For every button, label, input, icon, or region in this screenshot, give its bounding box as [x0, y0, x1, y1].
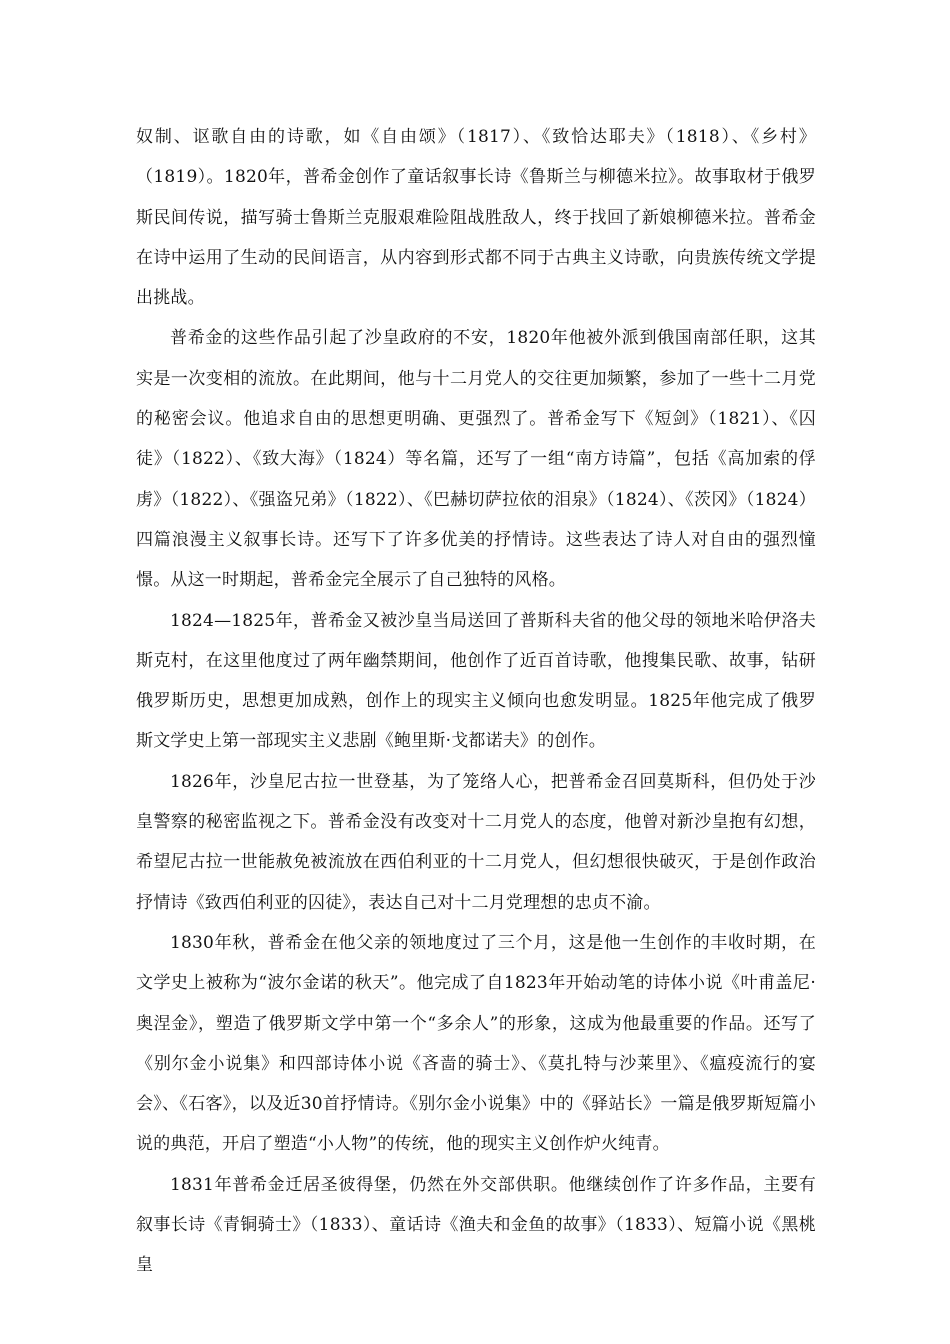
- paragraph-5: 1830年秋，普希金在他父亲的领地度过了三个月，这是他一生创作的丰收时期，在文学史上被称为“波尔金诺的秋天”。他完成了自1823年开始动笔的诗体小说《叶甫盖尼·奥涅金》，塑造了俄罗斯文学中第一个“多余人”的形象，这成为他最重要的作品。还写了《别尔金小说集》和四部诗体小说《吝啬的骑士》、《莫扎特与沙莱里》、《瘟疫流行的宴会》、《石客》，以及近30首抒情诗。《别尔金小说集》中的《驿站长》一篇是俄罗斯短篇小说的典范，开启了塑造“小人物”的传统，他的现实主义创作炉火纯青。: [136, 932, 816, 1155]
- paragraph-6: 1831年普希金迁居圣彼得堡，仍然在外交部供职。他继续创作了许多作品，主要有叙事长诗《青铜骑士》（1833）、童话诗《渔夫和金鱼的故事》（1833）、短篇小说《黑桃皇: [136, 1174, 816, 1276]
- paragraph-4: 1826年，沙皇尼古拉一世登基，为了笼络人心，把普希金召回莫斯科，但仍处于沙皇警察的秘密监视之下。普希金没有改变对十二月党人的态度，他曾对新沙皇抱有幻想，希望尼古拉一世能赦免被流放在西伯利亚的十二月党人，但幻想很快破灭，于是创作政治抒情诗《致西伯利亚的囚徒》，表达自己对十二月党理想的忠贞不渝。: [136, 771, 816, 913]
- document-body: [136, 117, 816, 1286]
- paragraph-1: 奴制、讴歌自由的诗歌，如《自由颂》（1817）、《致恰达耶夫》（1818）、《乡村》（1819）。1820年，普希金创作了童话叙事长诗《鲁斯兰与柳德米拉》。故事取材于俄罗斯民间传说，描写骑士鲁斯兰克服艰难险阻战胜敌人，终于找回了新娘柳德米拉。普希金在诗中运用了生动的民间语言，从内容到形式都不同于古典主义诗歌，向贵族传统文学提出挑战。: [136, 127, 816, 309]
- paragraph-2: 普希金的这些作品引起了沙皇政府的不安，1820年他被外派到俄国南部任职，这其实是一次变相的流放。在此期间，他与十二月党人的交往更加频繁，参加了一些十二月党的秘密会议。他追求自由的思想更明确、更强烈了。普希金写下《短剑》（1821）、《囚徒》（1822）、《致大海》（1824）等名篇，还写了一组“南方诗篇”，包括《高加索的俘虏》（1822）、《强盗兄弟》（1822）、《巴赫切萨拉依的泪泉》（1824）、《茨冈》（1824）四篇浪漫主义叙事长诗。还写下了许多优美的抒情诗。这些表达了诗人对自由的强烈憧憬。从这一时期起，普希金完全展示了自己独特的风格。: [136, 328, 816, 591]
- paragraph-3: 1824—1825年，普希金又被沙皇当局送回了普斯科夫省的他父母的领地米哈伊洛夫斯克村，在这里他度过了两年幽禁期间，他创作了近百首诗歌，他搜集民歌、故事，钻研俄罗斯历史，思想更加成熟，创作上的现实主义倾向也愈发明显。1825年他完成了俄罗斯文学史上第一部现实主义悲剧《鲍里斯·戈都诺夫》的创作。: [136, 610, 816, 752]
